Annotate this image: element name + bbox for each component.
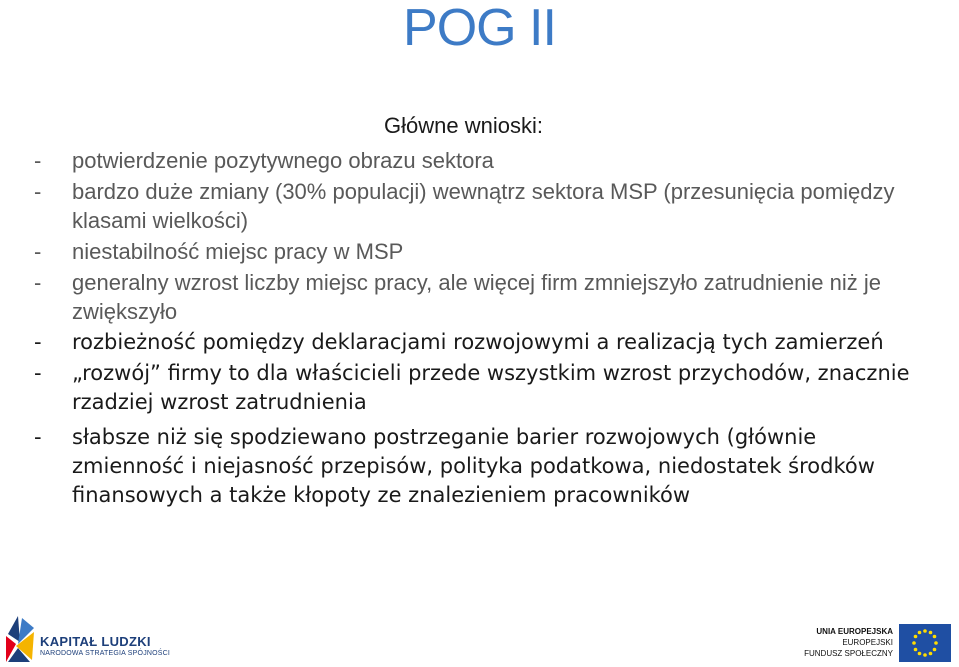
- logo-name: KAPITAŁ LUDZKI: [40, 634, 151, 649]
- eu-logo: [804, 624, 951, 664]
- bullet-item: [34, 177, 924, 235]
- bullet-text: „rozwój” firmy to dla właścicieli przede wszystkim wzrost przychodów, znacznie rzadziej wzrost zatrudnienia: [72, 361, 910, 414]
- bullet-item: [34, 359, 924, 417]
- bullet-dash: -: [34, 425, 42, 449]
- eu-logo-text: [804, 626, 893, 659]
- slide-subtitle: Główne wnioski:: [384, 113, 543, 138]
- bullet-item: [34, 423, 924, 510]
- bullet-dash: -: [34, 239, 42, 264]
- eu-flag-icon: [899, 624, 951, 662]
- bullet-text: generalny wzrost liczby miejsc pracy, ale więcej firm zmniejszyło zatrudnienie niż je zwiększyło: [72, 270, 881, 324]
- eu-line-3: FUNDUSZ SPOŁECZNY: [804, 649, 893, 658]
- kapital-ludzki-logo: [4, 614, 204, 664]
- logo-subtitle: NARODOWA STRATEGIA SPÓJNOŚCI: [40, 650, 171, 657]
- bullet-text: rozbieżność pomiędzy deklaracjami rozwojowymi a realizacją tych zamierzeń: [72, 330, 884, 354]
- kapital-ludzki-icon: [4, 614, 36, 664]
- eu-line-1: UNIA EUROPEJSKA: [816, 627, 893, 636]
- slide-title: POG II: [403, 0, 556, 57]
- bullet-dash: -: [34, 361, 42, 385]
- bullet-item: [34, 328, 924, 357]
- bullet-text: bardzo duże zmiany (30% populacji) wewnątrz sektora MSP (przesunięcia pomiędzy klasami wielkości): [72, 179, 895, 233]
- bullet-list: [34, 146, 924, 510]
- bullet-dash: -: [34, 330, 42, 354]
- bullet-text: niestabilność miejsc pracy w MSP: [72, 239, 404, 264]
- bullet-item: [34, 268, 924, 326]
- bullet-dash: -: [34, 270, 42, 295]
- bullet-text: słabsze niż się spodziewano postrzeganie barier rozwojowych (głównie zmienność i niejasność przepisów, polityka podatkowa, niedostatek środków finansowych a także kłopoty ze znalezieniem pracowników: [72, 425, 875, 507]
- eu-line-2: EUROPEJSKI: [842, 638, 893, 647]
- bullet-item: [34, 146, 924, 175]
- bullet-item: [34, 237, 924, 266]
- bullet-dash: -: [34, 148, 42, 173]
- bullet-text: potwierdzenie pozytywnego obrazu sektora: [72, 148, 494, 173]
- bullet-dash: -: [34, 179, 42, 204]
